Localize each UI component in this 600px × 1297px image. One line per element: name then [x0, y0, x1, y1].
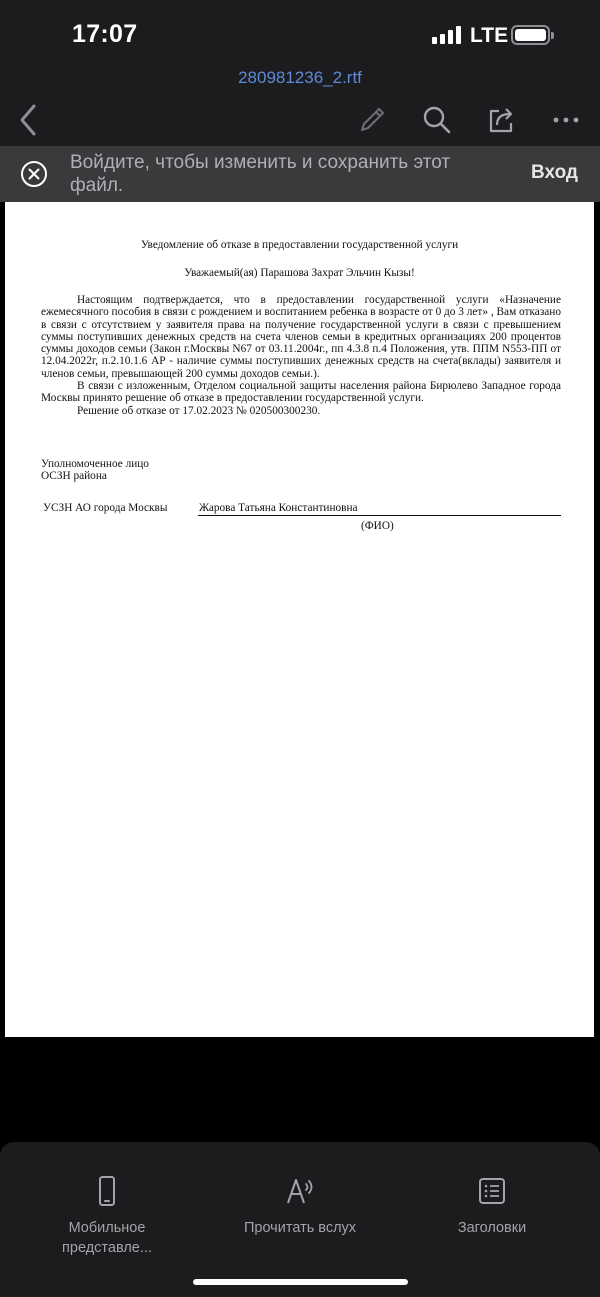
search-button[interactable]	[415, 98, 459, 142]
headings-button[interactable]	[412, 1174, 572, 1238]
document-viewport[interactable]	[0, 202, 600, 1142]
document-greeting: Уважаемый(ая) Парашова Захрат Эльчин Кызы!	[184, 267, 415, 279]
signin-message: Войдите, чтобы изменить и сохранить этот файл.	[70, 152, 451, 196]
close-circle-icon	[20, 160, 48, 188]
fio-caption: (ФИО)	[361, 520, 394, 532]
department-name: УСЗН АО города Москвы	[43, 502, 168, 514]
clock: 17:07	[72, 20, 138, 48]
home-indicator[interactable]	[193, 1279, 408, 1285]
dismiss-banner-button[interactable]	[20, 160, 48, 188]
search-icon	[415, 98, 459, 142]
department-line: ОСЗН района	[41, 470, 107, 483]
phone-icon	[90, 1174, 124, 1208]
paragraph-refusal-reason: Настоящим подтверждается, что в предоставлении государственной услуги «Назначение ежемесячного пособия в связи с рождением и воспитанием ребенка в возрасте от 0 до 3 лет» , Вам отказано в связи с отсутствием у заявителя права на получение государственной услуги в связи с превышением суммы поступивших денежных средств на счета членов семьи в кредитных организациях 200 процентов суммы доходов семьи (Закон г.Москвы N67 от 03.11.2004г., пп 4.3.8 п.4 Положения, утв. ППМ N553-ПП от 12.04.2022г, п.2.10.1.6 АР - наличие суммы поступивших денежных средств на счета(вклады) заявителя и членов семьи, превышающей 200 суммы доходов семьи.).	[41, 294, 561, 380]
paragraph-decision-number: Решение об отказе от 17.02.2023 № 020500300230.	[77, 404, 321, 417]
document-title: Уведомление об отказе в предоставлении государственной услуги	[140, 239, 459, 251]
headings-label: Заголовки	[457, 1220, 527, 1236]
headings-list-icon	[475, 1174, 509, 1208]
signer-name: Жарова Татьяна Константиновна	[198, 502, 561, 516]
title-bar	[0, 62, 600, 94]
read-aloud-button[interactable]	[220, 1174, 380, 1238]
toolbar	[0, 94, 600, 146]
more-button[interactable]	[544, 98, 588, 142]
authorized-person-label: Уполномоченное лицо	[41, 458, 149, 470]
back-button[interactable]	[6, 98, 50, 142]
read-aloud-icon	[283, 1174, 317, 1208]
read-aloud-label: Прочитать вслух	[243, 1220, 357, 1236]
paragraph-decision: В связи с изложенным, Отделом социальной защиты населения района Бирюлево Западное города Москвы принято решение об отказе в предоставлении государственной услуги.	[41, 380, 561, 405]
network-type: LTE	[470, 24, 509, 47]
document-page	[5, 202, 594, 1037]
chevron-left-icon	[6, 98, 50, 142]
signature-block	[41, 458, 241, 483]
bottom-action-bar	[0, 1142, 600, 1297]
document-body	[41, 294, 561, 417]
signin-banner	[0, 146, 600, 202]
more-icon	[544, 98, 588, 142]
pencil-icon	[350, 98, 394, 142]
battery-icon	[511, 25, 550, 45]
mobile-view-button[interactable]	[27, 1174, 187, 1258]
status-bar	[0, 0, 600, 62]
signin-button[interactable]: Вход	[531, 162, 578, 183]
mobile-view-label: Мобильное представле...	[62, 1220, 152, 1256]
share-button[interactable]	[479, 98, 523, 142]
share-icon	[479, 98, 523, 142]
file-name[interactable]: 280981236_2.rtf	[238, 68, 362, 87]
edit-button[interactable]	[350, 98, 394, 142]
cellular-signal-icon	[432, 26, 462, 44]
